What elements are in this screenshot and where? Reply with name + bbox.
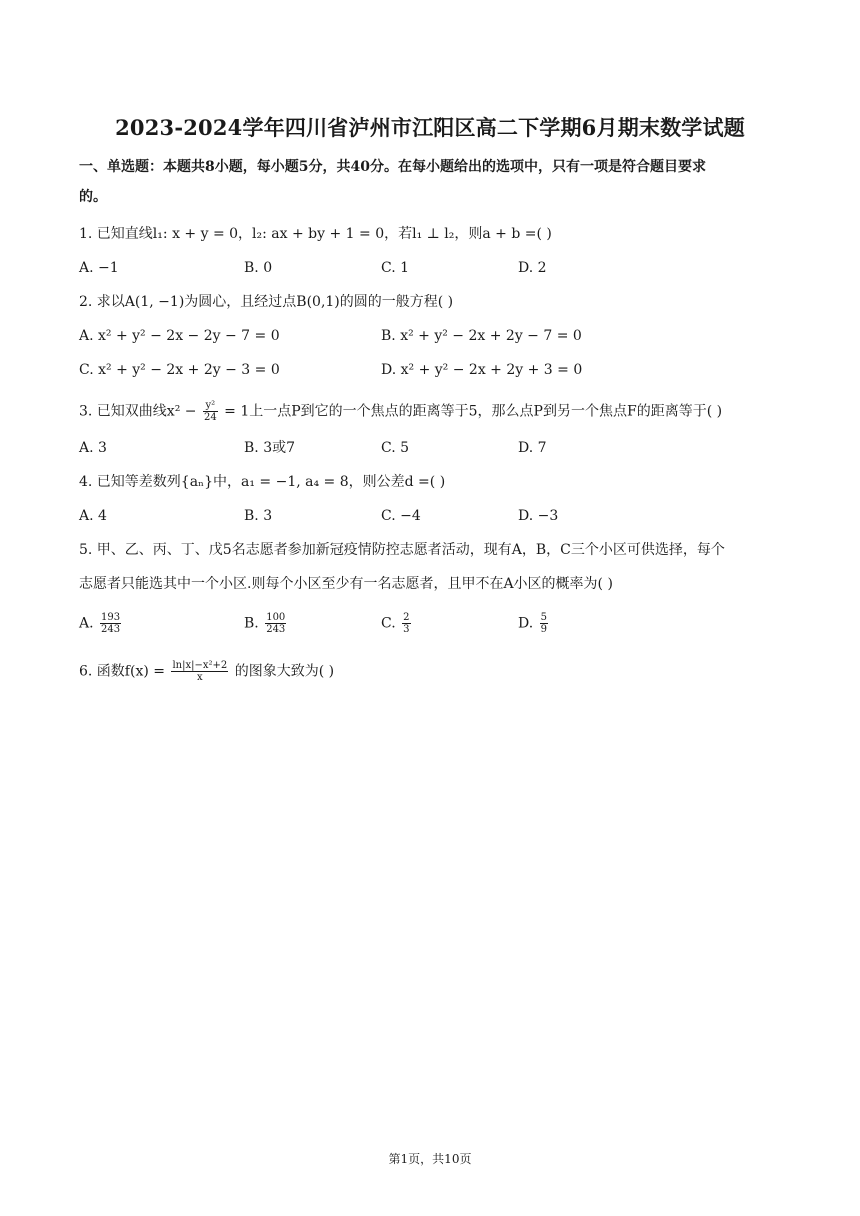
question-5-option-c-denominator: 3 bbox=[403, 624, 410, 635]
question-5-option-d-label: D. bbox=[518, 615, 534, 632]
question-3-stem bbox=[79, 400, 722, 423]
question-5-option-b-fraction bbox=[265, 612, 286, 635]
question-3-stem-prefix: 3. 已知双曲线x² − bbox=[79, 403, 197, 420]
question-5-option-a-fraction bbox=[100, 612, 121, 635]
question-2-option-a: A. x² + y² − 2x − 2y − 7 = 0 bbox=[79, 328, 280, 344]
question-5-option-b-label: B. bbox=[244, 615, 259, 632]
question-4-option-d: D. −3 bbox=[518, 508, 559, 524]
question-5-stem-line2: 志愿者只能选其中一个小区.则每个小区至少有一名志愿者，且甲不在A小区的概率为( ) bbox=[79, 576, 613, 592]
question-5-option-c bbox=[381, 612, 413, 635]
question-5-option-a bbox=[79, 612, 123, 635]
question-1-option-c: C. 1 bbox=[381, 260, 410, 276]
section-heading-line2: 的。 bbox=[79, 189, 107, 205]
question-6-stem-prefix: 6. 函数f(x) = bbox=[79, 663, 165, 680]
question-3-option-d: D. 7 bbox=[518, 440, 547, 456]
question-2-option-c: C. x² + y² − 2x + 2y − 3 = 0 bbox=[79, 362, 280, 378]
question-3-fraction bbox=[203, 400, 218, 423]
question-5-option-c-numerator: 2 bbox=[403, 612, 410, 623]
question-5-option-a-denominator: 243 bbox=[101, 624, 121, 635]
question-4-option-a: A. 4 bbox=[79, 508, 107, 524]
question-1-option-d: D. 2 bbox=[518, 260, 547, 276]
question-5-option-d bbox=[518, 612, 550, 635]
page-title: 2023-2024学年四川省泸州市江阳区高二下学期6月期末数学试题 bbox=[115, 115, 745, 140]
question-5-option-b bbox=[244, 612, 288, 635]
question-1-stem: 1. 已知直线l₁: x + y = 0，l₂: ax + by + 1 = 0，若l₁ ⊥ l₂，则a + b =( ) bbox=[79, 226, 552, 242]
question-5-option-d-denominator: 9 bbox=[540, 624, 548, 635]
question-5-option-a-numerator: 193 bbox=[101, 612, 121, 623]
question-2-option-b: B. x² + y² − 2x + 2y − 7 = 0 bbox=[381, 328, 582, 344]
question-6-fraction bbox=[171, 660, 228, 683]
page-footer: 第1页，共10页 bbox=[388, 1152, 472, 1166]
question-4-option-c: C. −4 bbox=[381, 508, 421, 524]
question-5-option-a-label: A. bbox=[79, 615, 94, 632]
question-6-stem bbox=[79, 660, 334, 683]
question-3-option-c: C. 5 bbox=[381, 440, 410, 456]
question-5-option-c-fraction bbox=[402, 612, 410, 635]
question-5-option-b-numerator: 100 bbox=[266, 612, 286, 623]
question-2-option-d: D. x² + y² − 2x + 2y + 3 = 0 bbox=[381, 362, 583, 378]
question-6-fraction-denominator: x bbox=[197, 672, 203, 683]
question-6-fraction-numerator: ln|x|−x²+2 bbox=[172, 660, 228, 671]
section-heading-line1: 一、单选题：本题共8小题，每小题5分，共40分。在每小题给出的选项中，只有一项是符合题目要求 bbox=[79, 159, 706, 175]
question-1-option-b: B. 0 bbox=[244, 260, 273, 276]
question-5-option-c-label: C. bbox=[381, 615, 396, 632]
question-6-stem-suffix: 的图象大致为( ) bbox=[234, 663, 335, 680]
question-3-stem-suffix: = 1上一点P到它的一个焦点的距离等于5，那么点P到另一个焦点F的距离等于( ) bbox=[224, 403, 723, 420]
question-4-stem: 4. 已知等差数列{aₙ}中，a₁ = −1, a₄ = 8，则公差d =( ) bbox=[79, 474, 446, 490]
question-4-option-b: B. 3 bbox=[244, 508, 273, 524]
question-3-option-b: B. 3或7 bbox=[244, 440, 296, 456]
question-5-option-d-fraction bbox=[540, 612, 548, 635]
question-5-option-d-numerator: 5 bbox=[540, 612, 548, 623]
question-3-fraction-numerator: y² bbox=[203, 400, 218, 412]
question-3-option-a: A. 3 bbox=[79, 440, 107, 456]
question-5-stem-line1: 5. 甲、乙、丙、丁、戊5名志愿者参加新冠疫情防控志愿者活动，现有A，B，C三个小区可供选择，每个 bbox=[79, 542, 725, 558]
question-1-option-a: A. −1 bbox=[79, 260, 119, 276]
question-2-stem: 2. 求以A(1, −1)为圆心，且经过点B(0,1)的圆的一般方程( ) bbox=[79, 294, 454, 310]
question-5-option-b-denominator: 243 bbox=[266, 624, 286, 635]
question-3-fraction-denominator: 24 bbox=[203, 412, 217, 423]
